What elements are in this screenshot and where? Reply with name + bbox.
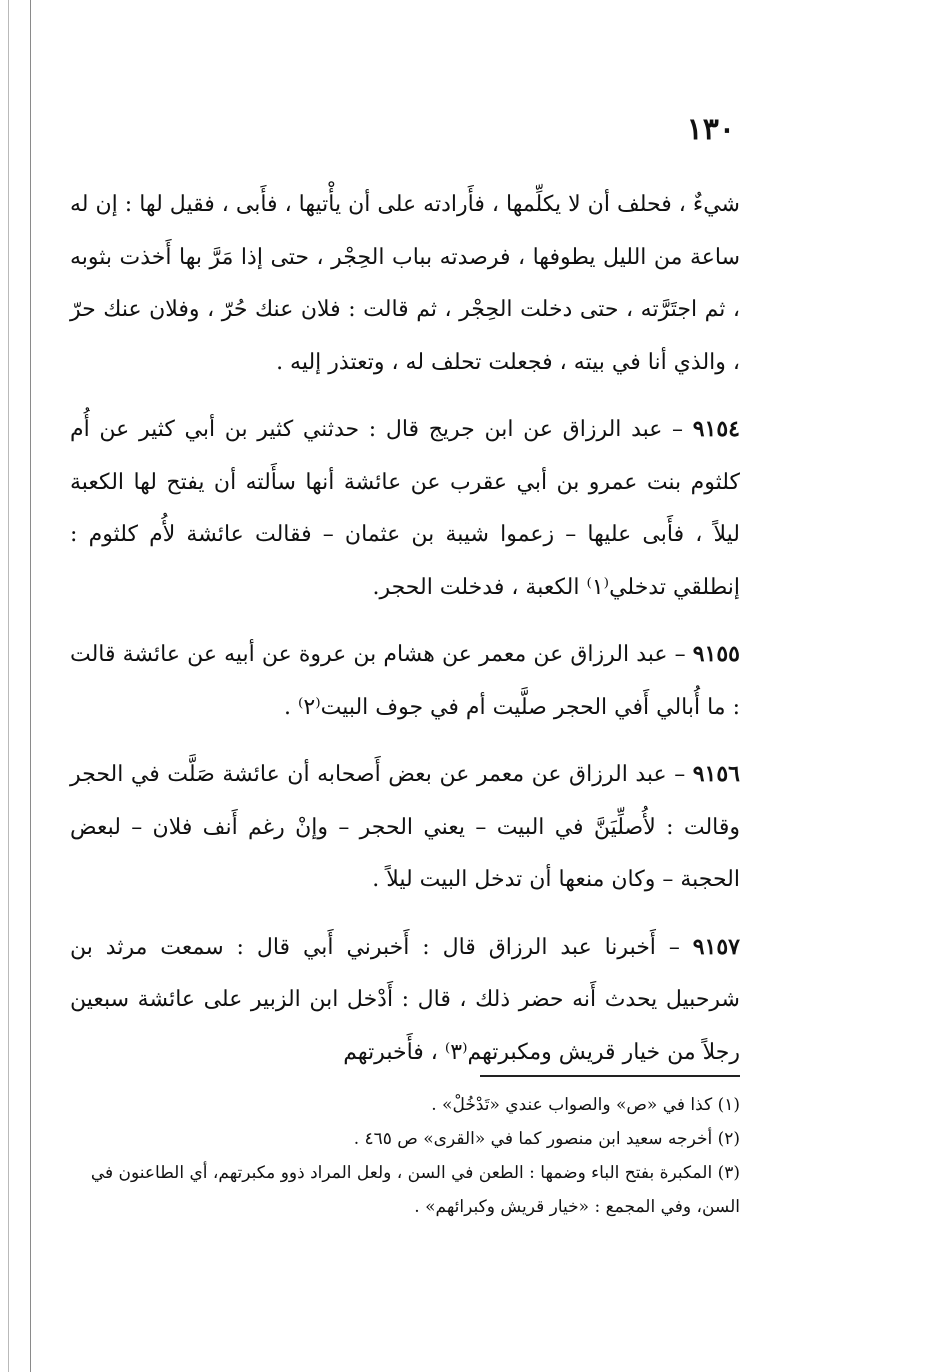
- scan-edge-line: [30, 0, 31, 1372]
- paragraph-text: – عبد الرزاق عن معمر عن هشام بن عروة عن أبيه عن عائشة قالت : ما أُبالي أَفي الحجر صلَّيت أم في جوف البيت⁽٢⁾ .: [70, 642, 740, 720]
- hadith-number: ٩١٥٤: [692, 416, 740, 442]
- hadith-number: ٩١٥٧: [692, 933, 740, 960]
- footnote-divider: [480, 1075, 740, 1077]
- hadith-number: ٩١٥٥: [692, 641, 740, 667]
- scan-edge-line: [8, 0, 9, 1372]
- paragraph-text: – أَخبرنا عبد الرزاق قال : أَخبرني أَبي قال : سمعت مرثد بن شرحبيل يحدث أَنه حضر ذلك ، قال : أَدْخل ابن الزبير على عائشة سبعين رجلاً من خيار قريش ومكبرتهم⁽٣⁾ ، فأَخبرتهم: [70, 934, 740, 1065]
- paragraph-hadith-9156: [70, 748, 740, 907]
- hadith-number: ٩١٥٦: [692, 761, 740, 787]
- paragraph-text: – عبد الرزاق عن معمر عن بعض أَصحابه أن عائشة صَلَّت في الحجر وقالت : لأُصلِّيَنَّ في البيت – يعني الحجر – وإنْ رغم أَنف فلان – لبعض الحجبة – وكان منعها أن تدخل البيت ليلاً .: [70, 762, 740, 892]
- paragraph-text: – عبد الرزاق عن ابن جريج قال : حدثني كثير بن أبي كثير عن أُم كلثوم بنت عمرو بن أبي عقرب عن عائشة أنها سأَلته أن يفتح لها الكعبة ليلاً ، فأَبى عليها – زعموا شيبة بن عثمان – فقالت عائشة لأُم كلثوم : إنطلقي تدخلي⁽١⁾ الكعبة ، فدخلت الحجر.: [70, 417, 740, 600]
- footnote-2: (٢) أخرجه سعيد ابن منصور كما في «القرى» ص ٤٦٥ .: [353, 1129, 740, 1149]
- main-text: [70, 178, 740, 1079]
- footnote-1: (١) كذا في «ص» والصواب عندي «تَدْخُلْ» .: [431, 1095, 740, 1115]
- page-number: ١٣٠: [686, 112, 735, 147]
- paragraph-continuation: [70, 178, 740, 389]
- paragraph-hadith-9157: [70, 921, 740, 1080]
- paragraph-hadith-9154: [70, 403, 740, 614]
- footnote-3: (٣) المكبرة بفتح الباء وضمها : الطعن في السن ، ولعل المراد ذوو مكبرتهم، أي الطاعنون في السن، وفي المجمع : «خيار قريش وكبرائهم» .: [90, 1163, 740, 1217]
- footnotes: [70, 1088, 740, 1224]
- paragraph-hadith-9155: [70, 628, 740, 734]
- paragraph-text: شيءٌ ، فحلف أن لا يكلِّمها ، فأَرادته على أن يأْتيها ، فأَبى ، فقيل لها : إن له ساعة من الليل يطوفها ، فرصدته بباب الحِجْر ، حتى إذا مَرَّ بها أَخذت بثوبه ، ثم اجتَرَّته ، حتى دخلت الحِجْر ، ثم قالت : فلان عنك حُرّ ، وفلان عنك حرّ ، والذي أنا في بيته ، فجعلت تحلف له ، وتعتذر إليه .: [70, 192, 740, 375]
